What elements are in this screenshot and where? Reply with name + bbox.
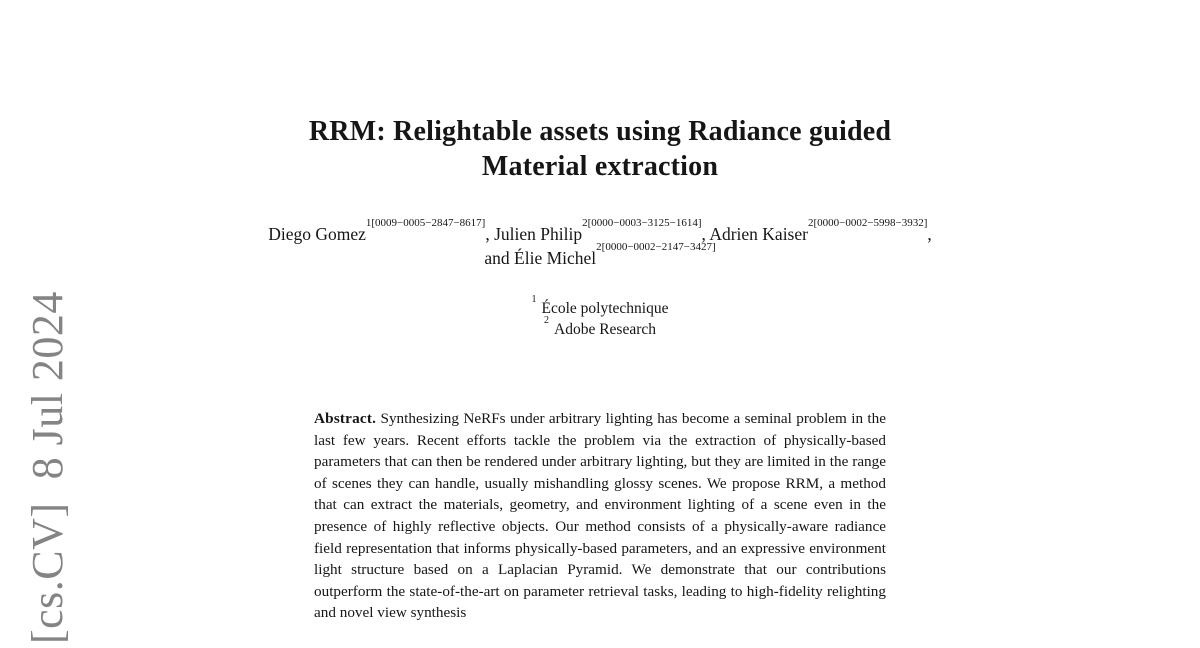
affiliation-marker-sup: 1 bbox=[531, 293, 537, 305]
abstract-paragraph bbox=[314, 408, 886, 624]
affiliation-marker-sup: 2 bbox=[544, 314, 549, 326]
author-orcid-sup: 2[0000−0002−2147−3427] bbox=[596, 241, 716, 254]
authors-line bbox=[260, 217, 940, 270]
arxiv-category-date-stamp: [cs.CV] 8 Jul 2024 bbox=[23, 291, 72, 644]
author-separator: , bbox=[701, 224, 710, 244]
author bbox=[514, 241, 716, 268]
abstract-label: Abstract. bbox=[314, 410, 377, 427]
author bbox=[268, 217, 495, 244]
abstract-text: Synthesizing NeRFs under arbitrary lighting has become a seminal problem in the last few years. Recent efforts tackle the problem via the extraction of physically-based parameters that can then be rendered under arbitrary lighting, but they are limited in the range of scenes they can handle, usually mishandling glossy scenes. We propose RRM, a method that can extract the materials, geometry, and environment lighting of a scene even in the presence of highly reflective objects. Our method consists of a physically-aware radiance field representation that informs physically-based parameters, and an expressive environment light structure based on a Laplacian Pyramid. We demonstrate that our contributions outperform the state-of-the-art on parameter retrieval tasks, leading to high-fidelity relighting and novel view synthesis bbox=[314, 410, 886, 622]
author-name: Adrien Kaiser bbox=[709, 224, 808, 244]
author-orcid-sup: 2[0000−0002−5998−3932] bbox=[807, 217, 928, 230]
affiliation-item bbox=[260, 314, 940, 340]
author-name: Diego Gomez bbox=[268, 224, 366, 244]
author-orcid-sup: 1[0009−0005−2847−8617] bbox=[365, 217, 486, 230]
author-separator: , bbox=[485, 224, 495, 244]
author-orcid-sup: 2[0000−0003−3125−1614] bbox=[582, 217, 702, 230]
paper-title: RRM: Relightable assets using Radiance guided Material extraction bbox=[308, 116, 892, 182]
affiliations-block bbox=[260, 293, 940, 340]
affiliation-item bbox=[260, 293, 940, 319]
author-name: Élie Michel bbox=[514, 248, 597, 268]
affiliation-name: École polytechnique bbox=[541, 300, 669, 317]
author-separator: , and bbox=[484, 224, 932, 268]
paper-content-column bbox=[260, 114, 940, 624]
affiliation-name: Adobe Research bbox=[554, 321, 656, 338]
author-name: Julien Philip bbox=[494, 224, 583, 244]
